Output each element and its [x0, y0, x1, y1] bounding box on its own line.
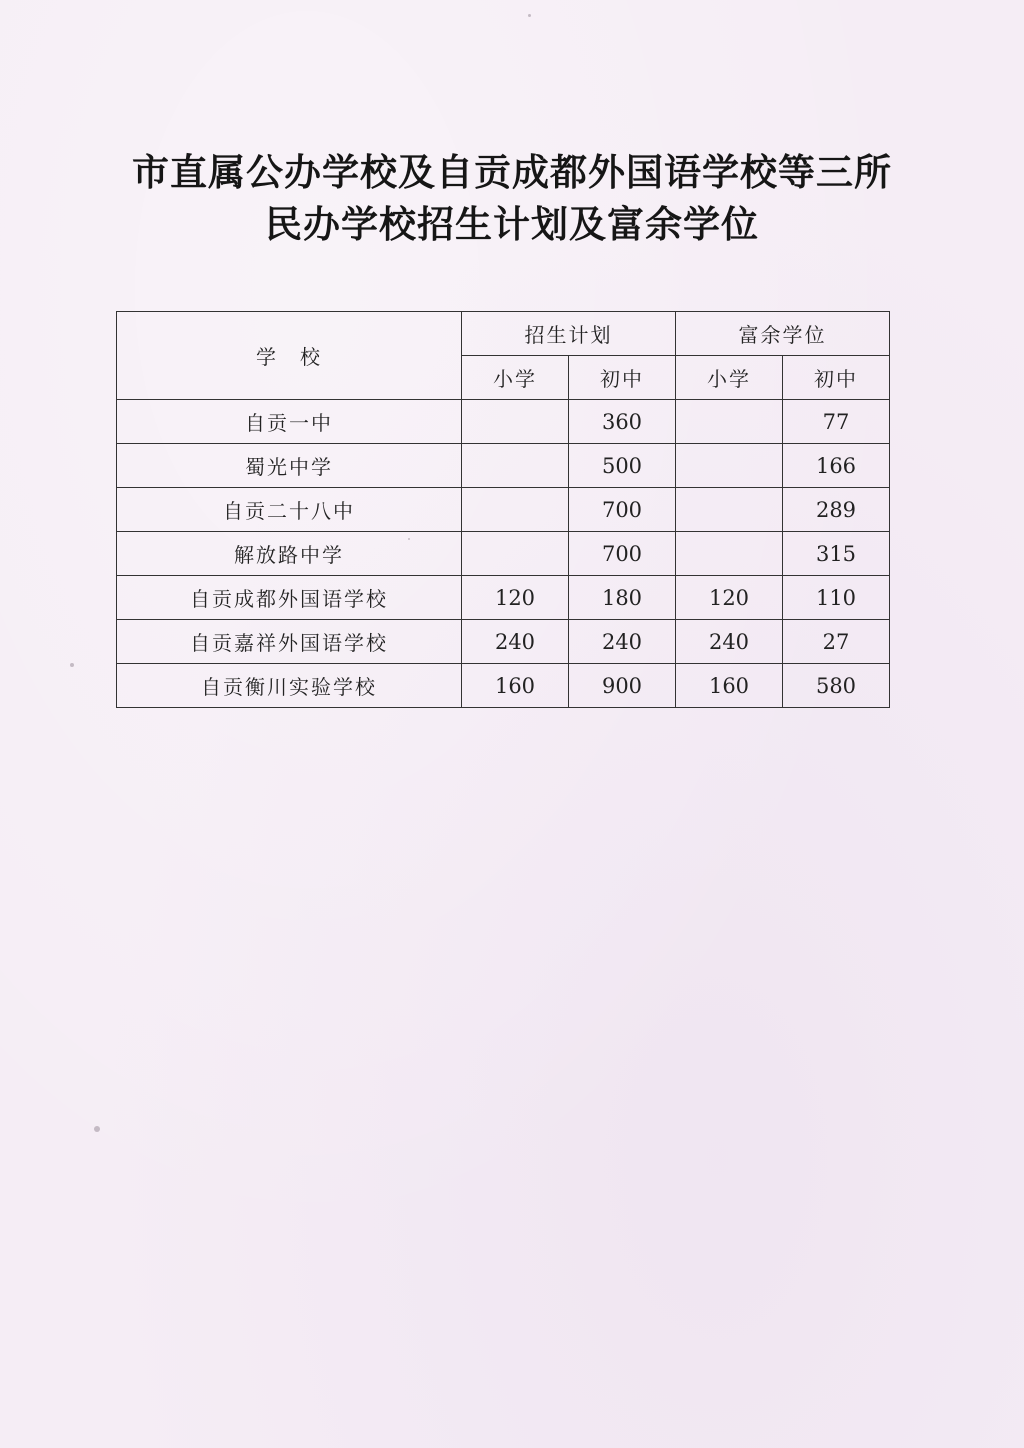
scan-speck [94, 1126, 100, 1132]
school-name: 解放路中学 [117, 532, 462, 576]
table-row [117, 664, 890, 708]
surplus-junior-value: 110 [783, 576, 890, 620]
table-row [117, 488, 890, 532]
plan-junior-value: 700 [569, 532, 676, 576]
surplus-primary-value [676, 400, 783, 444]
plan-primary-value [462, 532, 569, 576]
document-title-line-1: 市直属公办学校及自贡成都外国语学校等三所 [132, 150, 892, 194]
school-name: 自贡衡川实验学校 [117, 664, 462, 708]
surplus-primary-value [676, 444, 783, 488]
school-name: 自贡嘉祥外国语学校 [117, 620, 462, 664]
table-row [117, 444, 890, 488]
header-surplus-junior: 初中 [783, 356, 890, 400]
surplus-primary-value: 240 [676, 620, 783, 664]
surplus-junior-value: 77 [783, 400, 890, 444]
document-title-line-2: 民办学校招生计划及富余学位 [265, 202, 759, 246]
school-name: 自贡成都外国语学校 [117, 576, 462, 620]
surplus-junior-value: 27 [783, 620, 890, 664]
table-row [117, 532, 890, 576]
surplus-junior-value: 289 [783, 488, 890, 532]
surplus-junior-value: 166 [783, 444, 890, 488]
school-name: 蜀光中学 [117, 444, 462, 488]
table-row [117, 400, 890, 444]
plan-junior-value: 180 [569, 576, 676, 620]
header-enrollment-plan: 招生计划 [462, 312, 676, 356]
surplus-primary-value [676, 488, 783, 532]
enrollment-plan-table [116, 311, 890, 708]
school-name: 自贡一中 [117, 400, 462, 444]
header-surplus-places: 富余学位 [676, 312, 890, 356]
table-header-row-1 [117, 312, 890, 356]
surplus-primary-value: 120 [676, 576, 783, 620]
header-plan-junior: 初中 [569, 356, 676, 400]
plan-primary-value [462, 444, 569, 488]
plan-primary-value: 240 [462, 620, 569, 664]
header-surplus-primary: 小学 [676, 356, 783, 400]
plan-junior-value: 360 [569, 400, 676, 444]
plan-primary-value: 120 [462, 576, 569, 620]
plan-junior-value: 500 [569, 444, 676, 488]
plan-primary-value: 160 [462, 664, 569, 708]
surplus-primary-value: 160 [676, 664, 783, 708]
plan-primary-value [462, 488, 569, 532]
scan-speck [70, 663, 74, 667]
surplus-junior-value: 315 [783, 532, 890, 576]
plan-junior-value: 240 [569, 620, 676, 664]
surplus-junior-value: 580 [783, 664, 890, 708]
surplus-primary-value [676, 532, 783, 576]
scan-speck [528, 14, 531, 17]
table-row [117, 576, 890, 620]
plan-junior-value: 700 [569, 488, 676, 532]
plan-primary-value [462, 400, 569, 444]
header-plan-primary: 小学 [462, 356, 569, 400]
plan-junior-value: 900 [569, 664, 676, 708]
table-row [117, 620, 890, 664]
school-name: 自贡二十八中 [117, 488, 462, 532]
header-school: 学 校 [117, 312, 462, 400]
scan-speck [408, 538, 410, 540]
